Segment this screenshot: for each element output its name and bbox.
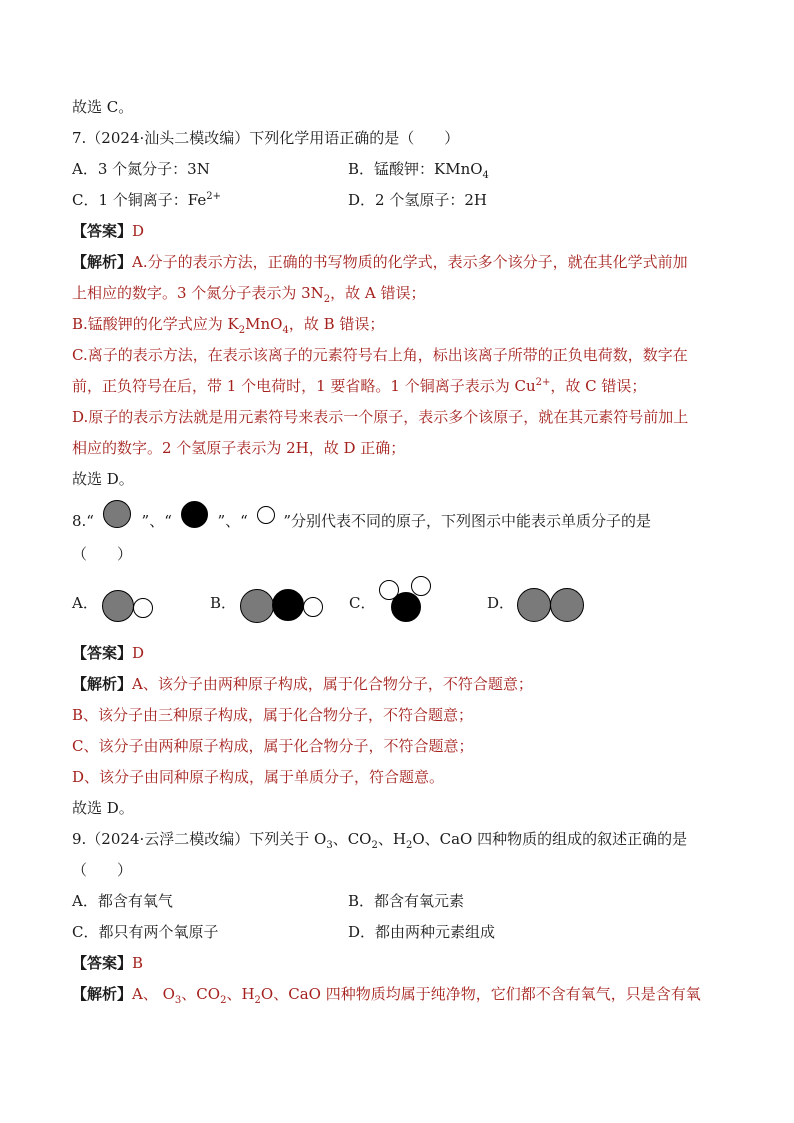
question-9-stem: 9.（2024·云浮二模改编）下列关于 $O_3$、$CO_2$、$H_2O$、CaO 四种物质的组成的叙述正确的是 (72, 830, 688, 851)
black-atom-icon (272, 589, 304, 621)
white-atom-icon (133, 598, 153, 618)
question-9-paren: （ ） (72, 861, 133, 879)
question-7-options-row-2: C．1 个铜离子：$Fe^{2+}$ D．2 个氢原子：2H (72, 191, 487, 209)
question-7-options-row-1: A．3 个氮分子：3N B．锰酸钾：KMnO$_4$ (72, 160, 489, 181)
explanation-9-line-1: 【解析】A、 $O_3$、$CO_2$、$H_2O$、CaO 四种物质均属于纯净物，它们都不含有氧气，只是含有氧 (72, 985, 701, 1006)
option-b-molecule: B． (210, 584, 330, 634)
answer-8: 【答案】D (72, 644, 145, 662)
black-atom-icon (181, 501, 208, 528)
explanation-7-line-4: C.离子的表示方法，在表示该离子的元素符号右上角，标出该离子所带的正负电荷数，数字在 (72, 346, 688, 364)
text-line: 故选 D。 (72, 470, 134, 488)
white-atom-icon (303, 597, 323, 617)
question-7-stem: 7.（2024·汕头二模改编）下列化学用语正确的是（ ） (72, 129, 460, 147)
answer-7: 【答案】D (72, 222, 145, 240)
question-9-options-row-1: A．都含有氧气 B．都含有氧元素 (72, 892, 465, 910)
question-8-stem: 8.“ ”、“ ”、“ ”分别代表不同的原子，下列图示中能表示单质分子的是 (72, 504, 732, 534)
white-atom-icon (411, 576, 431, 596)
gray-atom-icon (102, 590, 134, 622)
option-d-molecule: D． (487, 584, 627, 634)
explanation-8-line-4: D、该分子由同种原子构成，属于单质分子，符合题意。 (72, 768, 445, 786)
gray-atom-icon (240, 589, 274, 623)
black-atom-icon (391, 592, 421, 622)
gray-atom-icon (103, 500, 131, 528)
text-line: 故选 C。 (72, 98, 134, 116)
gray-atom-icon (517, 588, 551, 622)
explanation-7-line-2: 上相应的数字。3 个氮分子表示为 $3N_2$，故 A 错误； (72, 284, 426, 305)
explanation-7-line-1: 【解析】A.分子的表示方法，正确的书写物质的化学式，表示多个该分子，就在其化学式前加 (72, 253, 688, 271)
explanation-8-line-2: B、该分子由三种原子构成，属于化合物分子，不符合题意； (72, 706, 474, 724)
text-line: 故选 D。 (72, 799, 134, 817)
white-atom-icon (257, 506, 275, 524)
explanation-8-line-3: C、该分子由两种原子构成，属于化合物分子，不符合题意； (72, 737, 474, 755)
explanation-8-line-1: 【解析】A、该分子由两种原子构成，属于化合物分子，不符合题意； (72, 675, 533, 693)
option-a-molecule: A． (72, 584, 192, 634)
explanation-7-line-3: B.锰酸钾的化学式应为 $K_2MnO_4$，故 B 错误； (72, 315, 385, 336)
explanation-7-line-7: 相应的数字。2 个氢原子表示为 2H，故 D 正确； (72, 439, 406, 457)
option-c-molecule: C． (349, 572, 469, 632)
question-8-paren: （ ） (72, 545, 133, 563)
explanation-7-line-6: D.原子的表示方法就是用元素符号来表示一个原子，表示多个该原子，就在其元素符号前加上 (72, 408, 689, 426)
explanation-7-line-5: 前，正负符号在后，带 1 个电荷时，1 要省略。1 个铜离子表示为 $Cu^{2+}$，故 C 错误； (72, 377, 647, 395)
answer-9: 【答案】B (72, 954, 144, 972)
question-9-options-row-2: C．都只有两个氧原子 D．都由两种元素组成 (72, 923, 496, 941)
gray-atom-icon (550, 588, 584, 622)
question-8-options (72, 584, 732, 634)
